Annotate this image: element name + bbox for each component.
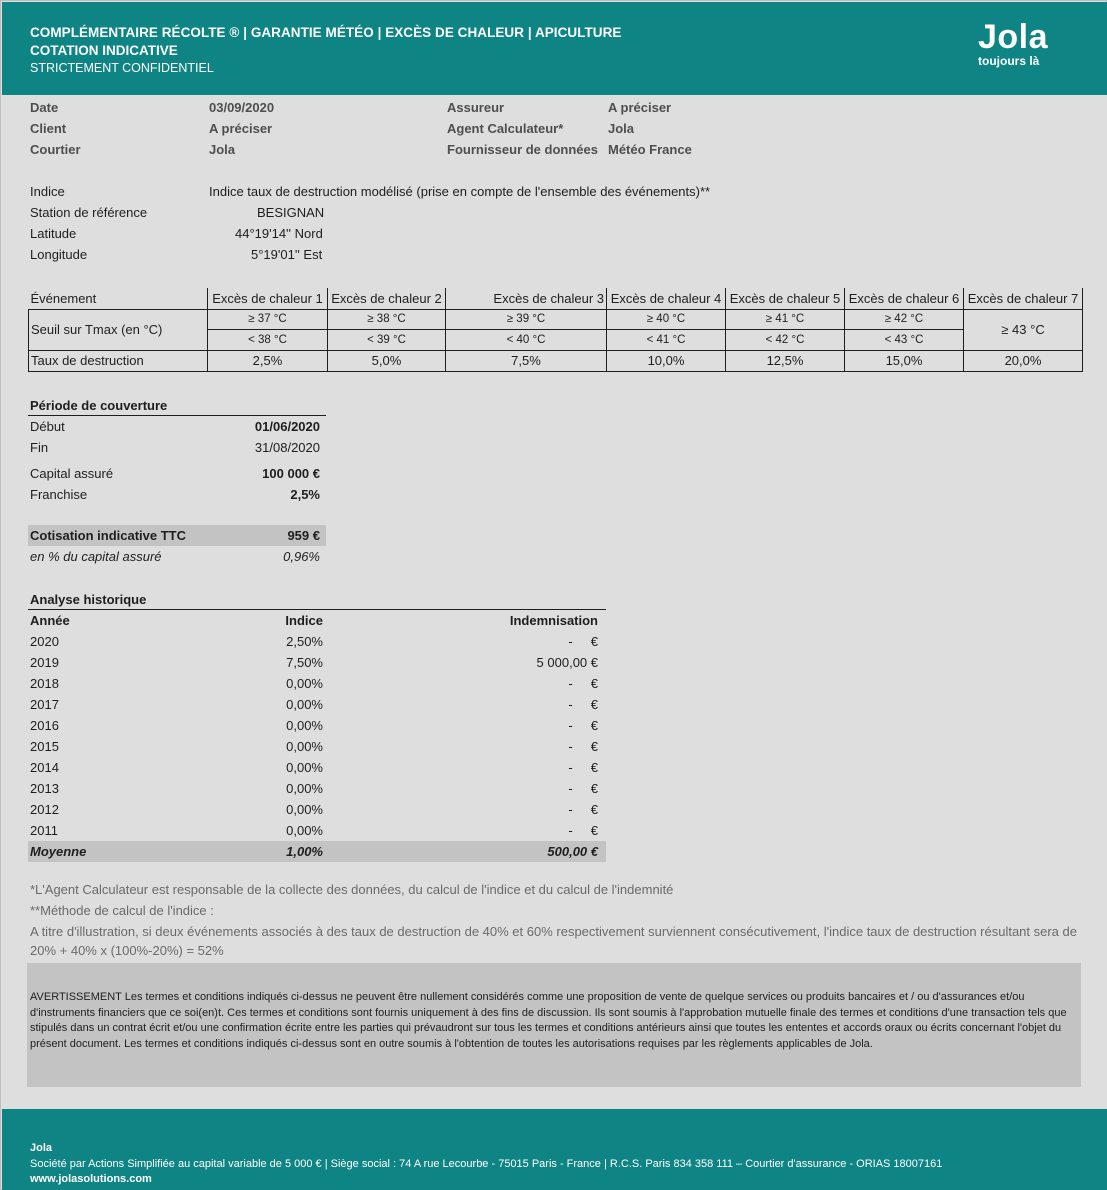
history-year: 2011 (30, 823, 58, 838)
table-row (28, 673, 606, 694)
rate-header: Taux de destruction (29, 350, 208, 371)
history-index: 2,50% (286, 634, 323, 649)
end-label: Fin (30, 440, 49, 455)
franchise-value: 2,5% (290, 487, 320, 502)
threshold-high-2: < 39 °C (328, 330, 446, 351)
header-title: COMPLÉMENTAIRE RÉCOLTE ® | GARANTIE MÉTÉO | EXCÈS DE CHALEUR | APICULTURE (30, 25, 622, 40)
event-name-1: Excès de chaleur 1 (208, 288, 328, 309)
coverage-start-row (28, 416, 326, 437)
history-year: 2013 (30, 781, 59, 796)
index-label: Indice (30, 184, 65, 199)
event-name-6: Excès de chaleur 6 (845, 288, 964, 309)
agent-value: Jola (608, 121, 635, 136)
history-year: 2018 (30, 676, 59, 691)
latitude-label: Latitude (30, 226, 77, 241)
longitude-label: Longitude (30, 247, 88, 262)
table-row (28, 799, 606, 820)
avg-label: Moyenne (30, 844, 87, 859)
threshold-low-2: ≥ 38 °C (328, 309, 446, 330)
franchise-label: Franchise (30, 487, 88, 502)
history-index: 0,00% (286, 676, 323, 691)
latitude-value: 44°19'14'' Nord (235, 226, 323, 241)
table-row (28, 757, 606, 778)
history-index: 0,00% (286, 697, 323, 712)
rate-5: 12,5% (726, 350, 845, 371)
history-index: 0,00% (286, 802, 323, 817)
threshold-low-5: ≥ 41 °C (726, 309, 845, 330)
provider-value: Météo France (608, 142, 692, 157)
footer-website[interactable]: www.jolasolutions.com (30, 1173, 152, 1185)
history-index: 0,00% (286, 739, 323, 754)
date-label: Date (30, 100, 59, 115)
history-title-row (28, 589, 606, 610)
capital-value: 100 000 € (262, 466, 320, 481)
history-index: 0,00% (286, 781, 323, 796)
premium-value: 959 € (287, 528, 320, 543)
franchise-row (28, 484, 326, 505)
rate-4: 10,0% (607, 350, 726, 371)
history-indemnity: - € (568, 823, 598, 838)
header-banner (2, 2, 1107, 95)
history-title: Analyse historique (30, 592, 147, 607)
pct-row (28, 546, 326, 567)
brand-tagline: toujours là (978, 54, 1040, 68)
history-indemnity: - € (568, 697, 598, 712)
header-subtitle: COTATION INDICATIVE (30, 43, 178, 58)
coverage-end-row (28, 437, 326, 458)
table-row (28, 694, 606, 715)
start-label: Début (30, 419, 65, 434)
table-row (28, 652, 606, 673)
note-agent: *L'Agent Calculateur est responsable de la collecte des données, du calcul de l'indice et du calcul de l'indemnité (30, 882, 674, 897)
pct-value: 0,96% (283, 549, 320, 564)
history-indemnity: - € (568, 739, 598, 754)
table-row (28, 820, 606, 841)
events-table (28, 288, 1083, 372)
rate-2: 5,0% (328, 350, 446, 371)
col-indemn: Indemnisation (509, 613, 598, 628)
threshold-low-4: ≥ 40 °C (607, 309, 726, 330)
threshold-high-6: < 43 °C (845, 330, 964, 351)
broker-label: Courtier (30, 142, 81, 157)
history-year: 2020 (30, 634, 59, 649)
note-illustration: A titre d'illustration, si deux événements associés à des taux de destruction de 40% et 60% respectivement surviennent consécutivement, l'indice taux de destruction résultant sera de (30, 924, 1077, 939)
client-label: Client (30, 121, 67, 136)
insurer-label: Assureur (447, 100, 505, 115)
capital-row (28, 463, 326, 484)
longitude-value: 5°19'01'' Est (251, 247, 323, 262)
event-name-2: Excès de chaleur 2 (328, 288, 446, 309)
table-row (29, 309, 1083, 330)
avg-index: 1,00% (286, 844, 323, 859)
history-year: 2017 (30, 697, 59, 712)
note-formula: 20% + 40% x (100%-20%) = 52% (30, 943, 224, 958)
history-index: 0,00% (286, 718, 323, 733)
rate-1: 2,5% (208, 350, 328, 371)
threshold-high-5: < 42 °C (726, 330, 845, 351)
col-index: Indice (285, 613, 323, 628)
index-value: Indice taux de destruction modélisé (prise en compte de l'ensemble des événements)** (209, 184, 711, 199)
threshold-high-4: < 41 °C (607, 330, 726, 351)
history-indemnity: - € (568, 634, 598, 649)
threshold-low-1: ≥ 37 °C (208, 309, 328, 330)
history-year: 2014 (30, 760, 59, 775)
table-row (28, 715, 606, 736)
history-indemnity: - € (568, 760, 598, 775)
table-row (28, 736, 606, 757)
table-row (29, 288, 1083, 309)
table-row (28, 631, 606, 652)
quote-body (1, 95, 1107, 1109)
coverage-title: Période de couverture (30, 398, 168, 413)
history-year: 2015 (30, 739, 59, 754)
brand-logo (978, 18, 1048, 68)
threshold-header: Seuil sur Tmax (en °C) (29, 309, 208, 350)
event-name-3: Excès de chaleur 3 (446, 288, 607, 309)
footer-legal: Société par Actions Simplifiée au capital variable de 5 000 € | Siège social : 74 A rue Lecourbe - 75015 Paris - France | R.C.S. Paris 834 358 111 – Courtier d'assurance - ORIAS 18007161 (30, 1158, 943, 1170)
col-year: Année (30, 613, 70, 628)
insurer-value: A préciser (608, 100, 672, 115)
table-row (29, 350, 1083, 371)
event-name-7: Excès de chaleur 7 (964, 288, 1083, 309)
provider-label: Fournisseur de données (447, 142, 598, 157)
threshold-7: ≥ 43 °C (964, 309, 1083, 350)
capital-label: Capital assuré (30, 466, 114, 481)
rate-3: 7,5% (446, 350, 607, 371)
threshold-low-6: ≥ 42 °C (845, 309, 964, 330)
history-indemnity: - € (568, 781, 598, 796)
history-header-row (28, 610, 606, 631)
history-year: 2012 (30, 802, 59, 817)
premium-label: Cotisation indicative TTC (30, 528, 187, 543)
disclaimer-box: AVERTISSEMENT Les termes et conditions indiqués ci-dessus ne peuvent être nullement considérés comme une proposition de vente de quelque services ou produits bancaires et / ou d'assurances et/ou d'instruments financiers que ce soi(en)t. Ces termes et conditions sont fournis uniquement à des fins de discussion. Ils sont soumis à l'approbation mutuelle finale des termes et conditions d'une transaction tels que stipulés dans un contrat écrit et/ou une confirmation écrite entre les parties qui prévaudront sur tous les termes et conditions antérieurs ainsi que toutes les ententes et accords oraux ou écrits concernant l'objet du présent document. Les termes et conditions indiqués ci-dessus sont en outre soumis à l'obtention de toutes les autorisations requises par les règlements applicables de Jola. (27, 963, 1081, 1087)
history-indemnity: 5 000,00 € (536, 655, 598, 670)
pct-label: en % du capital assuré (30, 549, 162, 564)
history-year: 2016 (30, 718, 59, 733)
coverage-title-row (28, 395, 326, 416)
history-index: 7,50% (286, 655, 323, 670)
avg-indemn: 500,00 € (547, 844, 598, 859)
history-year: 2019 (30, 655, 59, 670)
footer-company: Jola (30, 1142, 53, 1154)
end-value: 31/08/2020 (254, 440, 320, 455)
history-indemnity: - € (568, 802, 598, 817)
threshold-low-3: ≥ 39 °C (446, 309, 607, 330)
date-value: 03/09/2020 (209, 100, 275, 115)
threshold-high-1: < 38 °C (208, 330, 328, 351)
station-label: Station de référence (30, 205, 148, 220)
start-value: 01/06/2020 (254, 419, 320, 434)
client-value: A préciser (209, 121, 273, 136)
station-value: BESIGNAN (257, 205, 325, 220)
table-row (28, 778, 606, 799)
rate-7: 20,0% (964, 350, 1083, 371)
history-indemnity: - € (568, 718, 598, 733)
footer-banner (2, 1109, 1107, 1190)
rate-6: 15,0% (845, 350, 964, 371)
header-confidential: STRICTEMENT CONFIDENTIEL (30, 61, 214, 75)
history-index: 0,00% (286, 760, 323, 775)
event-name-4: Excès de chaleur 4 (607, 288, 726, 309)
premium-row (28, 525, 326, 546)
agent-label: Agent Calculateur* (447, 121, 564, 136)
history-indemnity: - € (568, 676, 598, 691)
note-method-title: **Méthode de calcul de l'indice : (30, 903, 214, 918)
history-average-row (28, 841, 606, 862)
event-name-5: Excès de chaleur 5 (726, 288, 845, 309)
threshold-high-3: < 40 °C (446, 330, 607, 351)
event-header: Événement (29, 288, 208, 309)
brand-name: Jola (978, 18, 1049, 56)
history-index: 0,00% (286, 823, 323, 838)
broker-value: Jola (209, 142, 236, 157)
